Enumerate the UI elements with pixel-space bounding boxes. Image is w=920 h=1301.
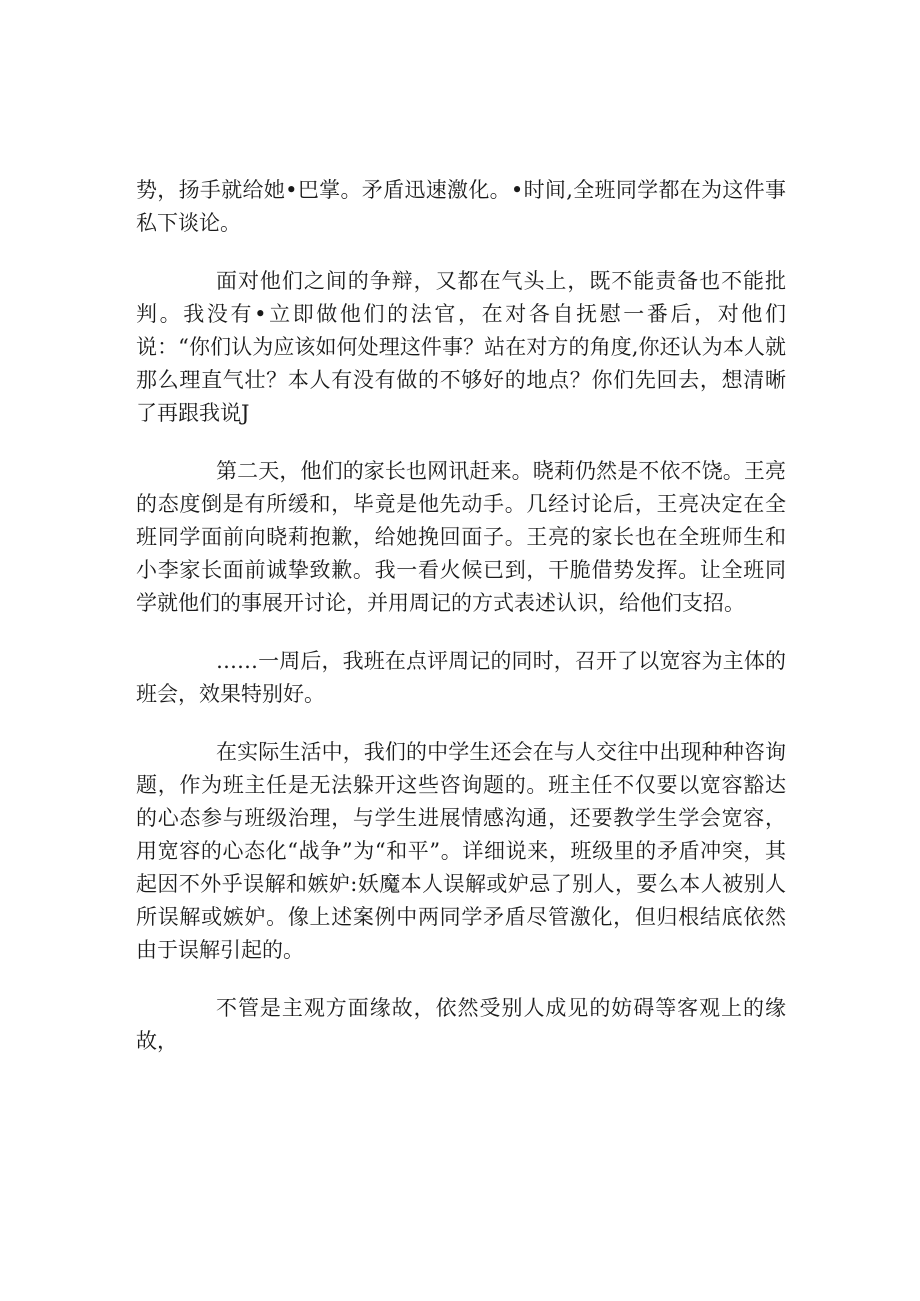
paragraph-6: 不管是主观方面缘故，依然受别人成见的妨碍等客观上的缘故， — [136, 996, 786, 1053]
document-page — [136, 174, 786, 1083]
paragraph-2: 面对他们之间的争辩，又都在气头上，既不能责备也不能批判。我没有•立即做他们的法官，在对各自抚慰一番后，对他们说：“你们认为应该如何处理这件事？站在对方的角度,你还认为本人就那么理直气壮？本人有没有做的不够好的地点？你们先回去，想清晰了再跟我说J — [136, 269, 786, 425]
paragraph-5: 在实际生活中，我们的中学生还会在与人交往中出现种种咨询题，作为班主任是无法躲开这些咨询题的。班主任不仅要以宽容豁达的心态参与班级治理，与学生进展情感沟通，还要教学生学会宽容，用宽容的心态化“战争”为“和平”。详细说来，班级里的矛盾冲突，其起因不外乎误解和嫉妒:妖魔本人误解或妒忌了别人，要么本人被别人所误解或嫉妒。像上述案例中两同学矛盾尽管激化，但归根结底依然由于误解引起的。 — [136, 740, 786, 962]
paragraph-4: ……一周后，我班在点评周记的同时，召开了以宽容为主体的班会，效果特别好。 — [136, 649, 786, 706]
paragraph-3: 第二天，他们的家长也网讯赶来。晓莉仍然是不依不饶。王亮的态度倒是有所缓和，毕竟是他先动手。几经讨论后，王亮决定在全班同学面前向晓莉抱歉，给她挽回面子。王亮的家长也在全班师生和小李家长面前诚挚致歉。我一看火候已到，干脆借势发挥。让全班同学就他们的事展开讨论，并用周记的方式表述认识，给他们支招。 — [136, 459, 786, 615]
paragraph-1: 势，扬手就给她•巴掌。矛盾迅速激化。•时间,全班同学都在为这件事私下谈论。 — [136, 178, 786, 235]
